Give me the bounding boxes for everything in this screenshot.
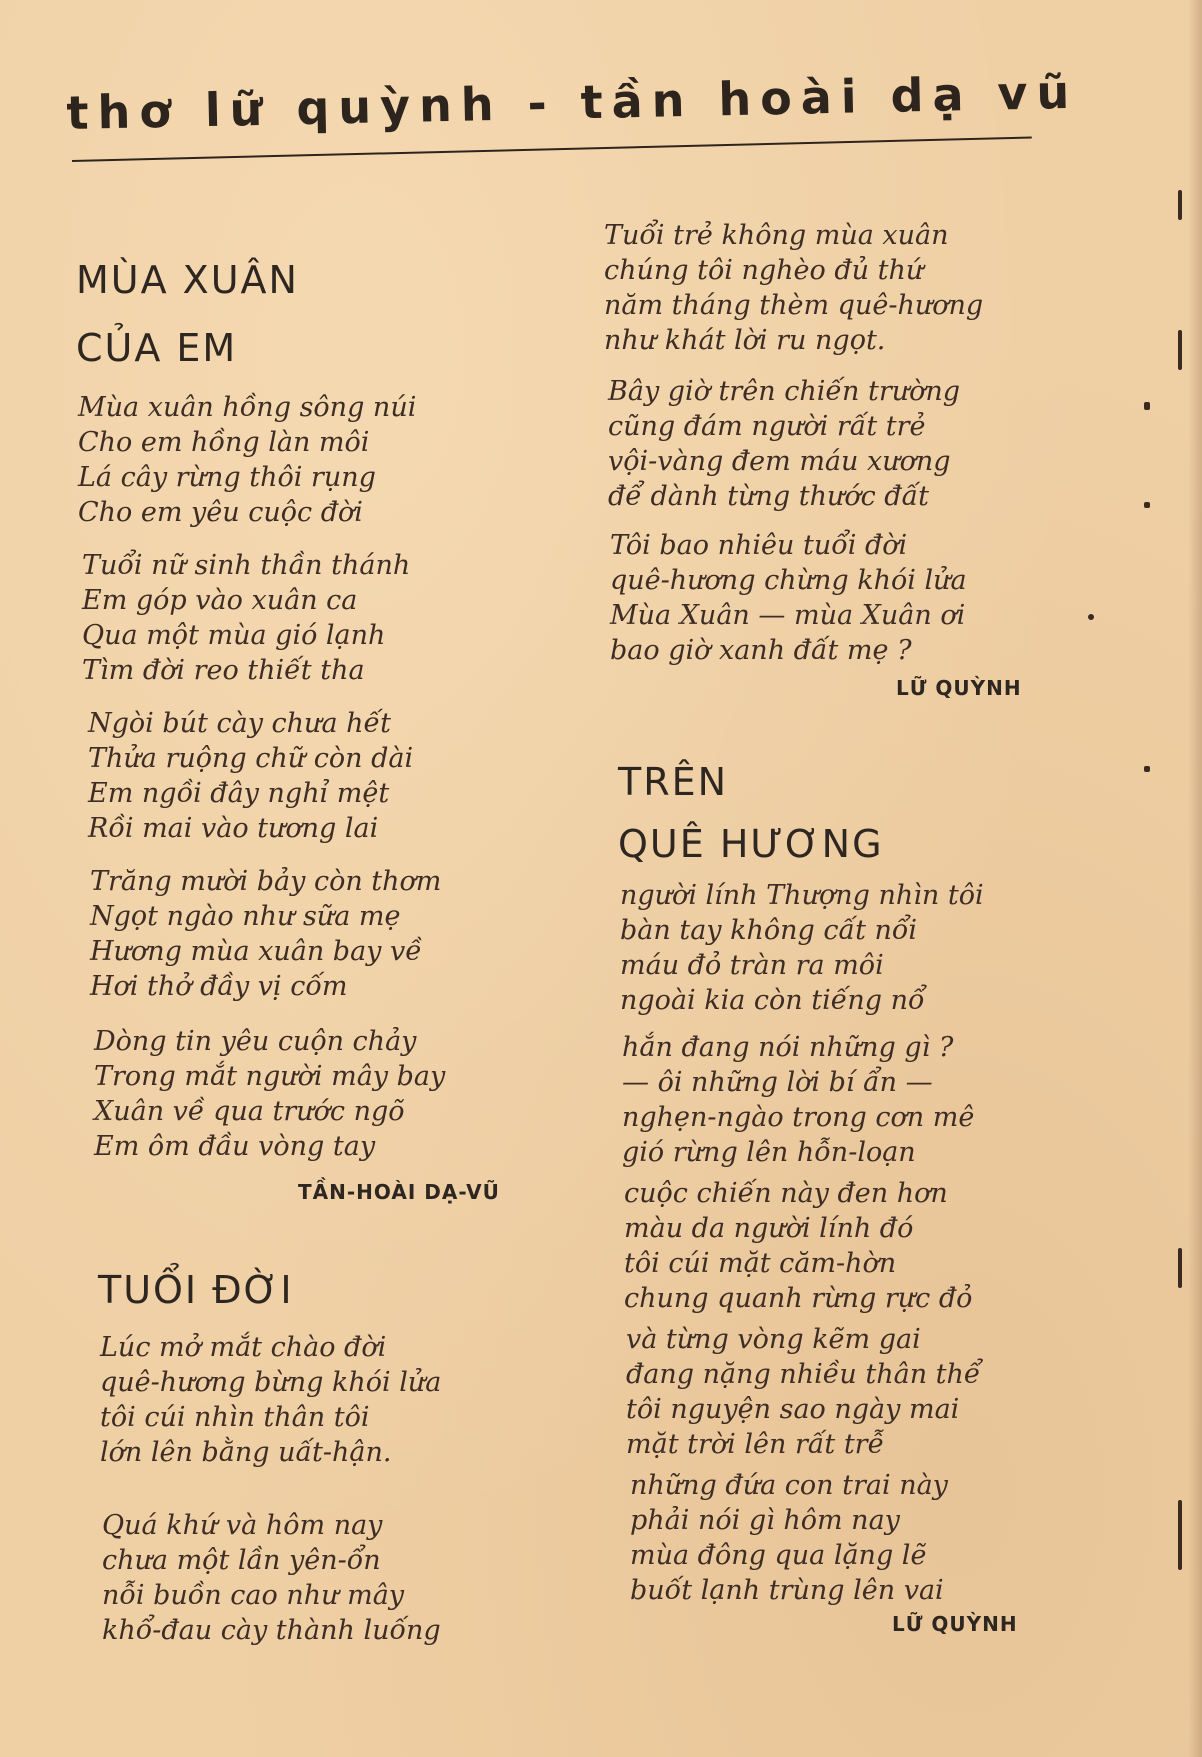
- poem-line: Cho em hồng làn môi: [78, 427, 370, 458]
- scan-mark: [1144, 402, 1150, 410]
- poem-title: CỦA EM: [76, 326, 238, 370]
- poem-line: Hương mùa xuân bay về: [90, 936, 422, 967]
- poem-line: Ngọt ngào như sữa mẹ: [90, 901, 401, 932]
- poem-line: Em góp vào xuân ca: [82, 585, 358, 616]
- poem-line: Ngòi bút cày chưa hết: [88, 708, 391, 739]
- header-underline: [72, 137, 1032, 162]
- poem-line: vội-vàng đem máu xương: [608, 446, 951, 477]
- poem-line: gió rừng lên hỗn-loạn: [622, 1137, 916, 1168]
- poem-line: ngoài kia còn tiếng nổ: [620, 985, 925, 1016]
- stanza: [622, 1030, 974, 1170]
- poem-line: mặt trời lên rất trễ: [626, 1429, 885, 1460]
- poem-line: mùa đông qua lặng lẽ: [630, 1540, 927, 1571]
- poem-line: bao giờ xanh đất mẹ ?: [610, 635, 912, 666]
- page-edge-shadow: [1188, 0, 1202, 1757]
- poem-line: cũng đám người rất trẻ: [608, 411, 926, 442]
- poem-line: Em ngồi đây nghỉ mệt: [88, 778, 390, 809]
- poem-line: chung quanh rừng rực đỏ: [624, 1283, 973, 1314]
- poem-line: Tuổi nữ sinh thần thánh: [82, 550, 411, 581]
- poem-line: nỗi buồn cao như mây: [102, 1580, 405, 1611]
- poem-line: Bây giờ trên chiến trường: [608, 376, 961, 407]
- scan-mark: [1144, 502, 1150, 508]
- scan-mark: [1178, 330, 1182, 370]
- poem-title: TUỔI ĐỜI: [98, 1268, 294, 1312]
- poem-line: tôi cúi mặt căm-hờn: [624, 1248, 897, 1279]
- poem-line: như khát lời ru ngọt.: [604, 325, 886, 356]
- poem-line: Lá cây rừng thôi rụng: [78, 462, 376, 493]
- poem-line: chúng tôi nghèo đủ thứ: [604, 255, 924, 286]
- poem-line: phải nói gì hôm nay: [630, 1505, 900, 1536]
- poem-line: Cho em yêu cuộc đời: [78, 497, 363, 528]
- poem-title: QUÊ HƯƠNG: [618, 822, 884, 866]
- poem-line: Dòng tin yêu cuộn chảy: [94, 1026, 417, 1057]
- stanza: [90, 864, 441, 1004]
- poem-line: lớn lên bằng uất-hận.: [100, 1437, 392, 1468]
- stanza: [78, 390, 416, 530]
- stanza: [630, 1468, 948, 1608]
- stanza: [100, 1330, 441, 1470]
- poem-line: Qua một mùa gió lạnh: [82, 620, 386, 651]
- poem-line: Lúc mở mắt chào đời: [100, 1332, 387, 1363]
- poem-line: bàn tay không cất nổi: [620, 915, 918, 946]
- stanza: [620, 878, 984, 1018]
- poem-line: Xuân về qua trước ngõ: [94, 1096, 405, 1127]
- poem-line: năm tháng thèm quê-hương: [604, 290, 984, 321]
- poem-line: Quá khứ và hôm nay: [102, 1510, 383, 1541]
- stanza: [608, 374, 960, 514]
- stanza: [88, 706, 413, 846]
- poem-line: hắn đang nói những gì ?: [622, 1032, 954, 1063]
- poem-line: màu da người lính đó: [624, 1213, 914, 1244]
- scan-mark: [1178, 1500, 1182, 1570]
- stanza: [82, 548, 410, 688]
- scan-mark: [1178, 190, 1182, 220]
- poem-line: Mùa xuân hồng sông núi: [78, 392, 417, 423]
- poem-line: để dành từng thước đất: [608, 481, 929, 512]
- poem-line: Trong mắt người mây bay: [94, 1061, 446, 1092]
- poem-line: nghẹn-ngào trong cơn mê: [622, 1102, 975, 1133]
- poem-line: quê-hương bừng khói lửa: [100, 1367, 442, 1398]
- poem-line: tôi nguyện sao ngày mai: [626, 1394, 960, 1425]
- scan-mark: [1144, 766, 1150, 772]
- stanza: [626, 1322, 981, 1462]
- poem-line: tôi cúi nhìn thân tôi: [100, 1402, 370, 1433]
- stanza: [94, 1024, 445, 1164]
- poem-line: đang nặng nhiều thân thể: [626, 1359, 981, 1390]
- stanza: [102, 1508, 441, 1648]
- poem-line: cuộc chiến này đen hơn: [624, 1178, 948, 1209]
- poem-author: LỮ QUỲNH: [896, 676, 1022, 700]
- poem-line: Tìm đời reo thiết tha: [82, 655, 365, 686]
- stanza: [610, 528, 967, 668]
- page-header: [66, 64, 1079, 176]
- poem-title: MÙA XUÂN: [76, 258, 299, 302]
- scan-mark: [1178, 1248, 1182, 1288]
- poem-author: LỮ QUỲNH: [892, 1612, 1018, 1636]
- poem-line: và từng vòng kẽm gai: [626, 1324, 921, 1355]
- poem-line: Thửa ruộng chữ còn dài: [88, 743, 414, 774]
- poem-line: máu đỏ tràn ra môi: [620, 950, 884, 981]
- scan-mark: [1088, 614, 1094, 620]
- poem-line: buốt lạnh trùng lên vai: [630, 1575, 944, 1606]
- poem-line: — ôi những lời bí ẩn —: [622, 1067, 933, 1098]
- poem-line: Mùa Xuân — mùa Xuân ơi: [610, 600, 966, 631]
- poem-title: TRÊN: [618, 760, 729, 804]
- poem-line: người lính Thượng nhìn tôi: [620, 880, 984, 911]
- poem-line: Tuổi trẻ không mùa xuân: [604, 220, 949, 251]
- poem-line: quê-hương chừng khói lửa: [610, 565, 967, 596]
- header-title: thơ lữ quỳnh - tần hoài dạ vũ: [66, 64, 1079, 140]
- poem-line: Em ôm đầu vòng tay: [94, 1131, 376, 1162]
- poem-author: TẦN-HOÀI DẠ-VŨ: [298, 1180, 500, 1204]
- poem-line: Rồi mai vào tương lai: [88, 813, 379, 844]
- poem-line: những đứa con trai này: [630, 1470, 948, 1501]
- poem-line: khổ-đau cày thành luống: [102, 1615, 441, 1646]
- stanza: [604, 218, 983, 358]
- poem-line: Tôi bao nhiêu tuổi đời: [610, 530, 908, 561]
- stanza: [624, 1176, 972, 1316]
- poem-line: Trăng mười bảy còn thơm: [90, 866, 442, 897]
- poem-line: chưa một lần yên-ổn: [102, 1545, 381, 1576]
- poem-line: Hơi thở đầy vị cốm: [90, 971, 348, 1002]
